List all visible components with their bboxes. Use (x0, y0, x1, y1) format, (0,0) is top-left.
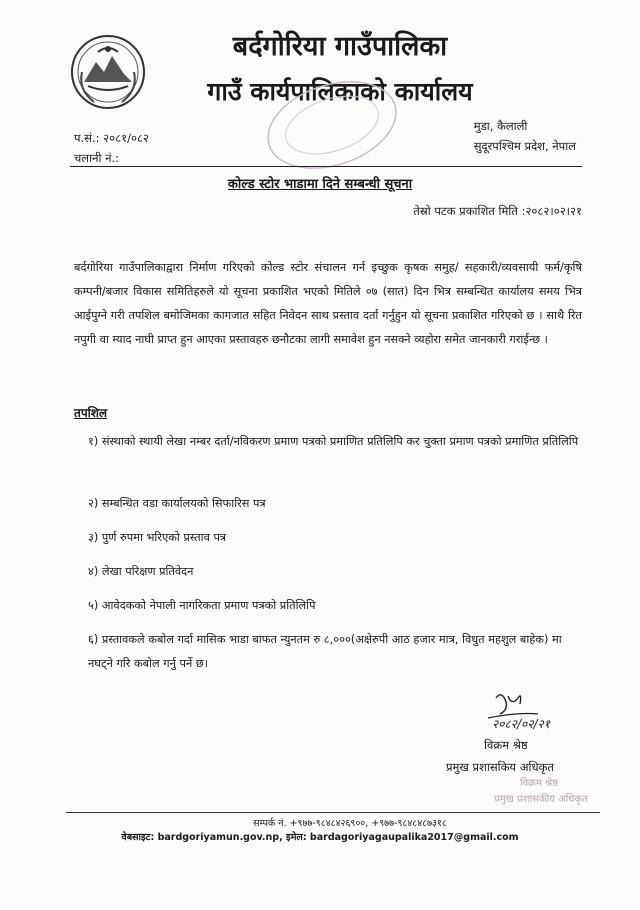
email-link[interactable]: bardagoriyagaupalika2017@gmail.com (309, 832, 519, 843)
publication-date: तेस्रो पटक प्रकाशित मिति :२०८२।०२।२१ (413, 204, 582, 218)
email-label: इमेल: (282, 832, 310, 843)
notice-subject (0, 174, 640, 192)
header-divider (70, 166, 582, 167)
signer-title: प्रमुख प्रशासकिय अधिकृत (446, 760, 554, 774)
stamp-signer-title: प्रमुख प्रशासकीय अधिकृत (494, 794, 588, 805)
contact-numbers: सम्पर्क नं. +९७७-९८४८४२६९००, +९७७-९८४८४८७३१८ (253, 818, 447, 829)
office-stamp-icon (262, 80, 402, 170)
signer-name: विक्रम श्रेष्ठ (484, 738, 528, 752)
municipality-title: बर्दगोरिया गाउँपालिका (232, 31, 448, 62)
list-item: ६) प्रस्तावकले कबोल गर्दा मासिक भाडा बाफत न्युनतम रु ८,०००(अक्षेरुपी आठ हजार मात्र, विधुत महशुल बाहेक) मा नघट्ने गरि कबोल गर्नु पर्ने छ। (88, 633, 562, 670)
list-item: २) सम्बन्धित वडा कार्यालयको सिफारिस पत्र (88, 497, 266, 510)
reference-number: प.सं.: २०८१/०८२ (74, 131, 149, 145)
footer-divider (66, 812, 600, 813)
website-label: वेबसाइट: (121, 832, 158, 843)
address-district: मुडा, कैलाली (473, 119, 528, 133)
address-province: सुदूरपश्चिम प्रदेश, नेपाल (473, 139, 576, 153)
reference-block (74, 128, 149, 168)
handwritten-date: २०८२/०२/२१ (492, 717, 551, 731)
notice-subject-text: कोल्ड स्टोर भाडामा दिने सम्बन्धी सूचना (227, 177, 413, 192)
list-item: ५) आवेदकको नेपाली नागरिकता प्रमाण पत्रको प्रतिलिपि (88, 599, 316, 612)
stamp-signer-name: विक्रम श्रेष्ठ (520, 778, 558, 789)
handwritten-signature (478, 688, 588, 732)
web-contact (0, 830, 640, 843)
list-item: ३) पुर्ण रुपमा भरिएको प्रस्ताव पत्र (88, 531, 227, 544)
address-block (474, 116, 576, 156)
notice-body: बर्दगोरिया गाउँपालिकाद्वारा निर्माण गरिएको कोल्ड स्टोर संचालन गर्न इच्छुक कृषक समुह/ सहकारी/व्यवसायी फर्म/कृषि कम्पनी/बजार विकास समितिहरुले यो सूचना प्रकाशित भएको मितिले ०७ (सात) दिन भित्र सम्बन्धित कार्यालय समय भित्र आईपुग्ने गरी तपशिल बमोजिमका कागजात सहित निवेदन साथ प्रस्ताव दर्ता गर्नुहुन यो सूचना प्रकाशित गरिएको छ । साथै रित नपुगी वा म्याद नाघी प्राप्त हुन आएका प्रस्तावहरु छनौटका लागी समावेश हुन नसक्ने व्यहोरा समेत जानकारी गराईन्छ । (74, 261, 582, 346)
office-title: गाउँ कार्यपालिकाको कार्यालय (207, 77, 473, 106)
dispatch-number: चलानी नं.: (74, 151, 120, 165)
details-heading: तपशिल (74, 406, 108, 420)
website-link[interactable]: bardgoriyamun.gov.np, (157, 832, 283, 843)
list-item: १) संस्थाको स्थायी लेखा नम्बर दर्ता/नविकरण प्रमाण पत्रको प्रमाणित प्रतिलिपि कर चुक्ता प्रमाण पत्रको प्रमाणित प्रतिलिपि (88, 435, 579, 448)
list-item: ४) लेखा परिक्षण प्रतिवेदन (88, 565, 194, 578)
